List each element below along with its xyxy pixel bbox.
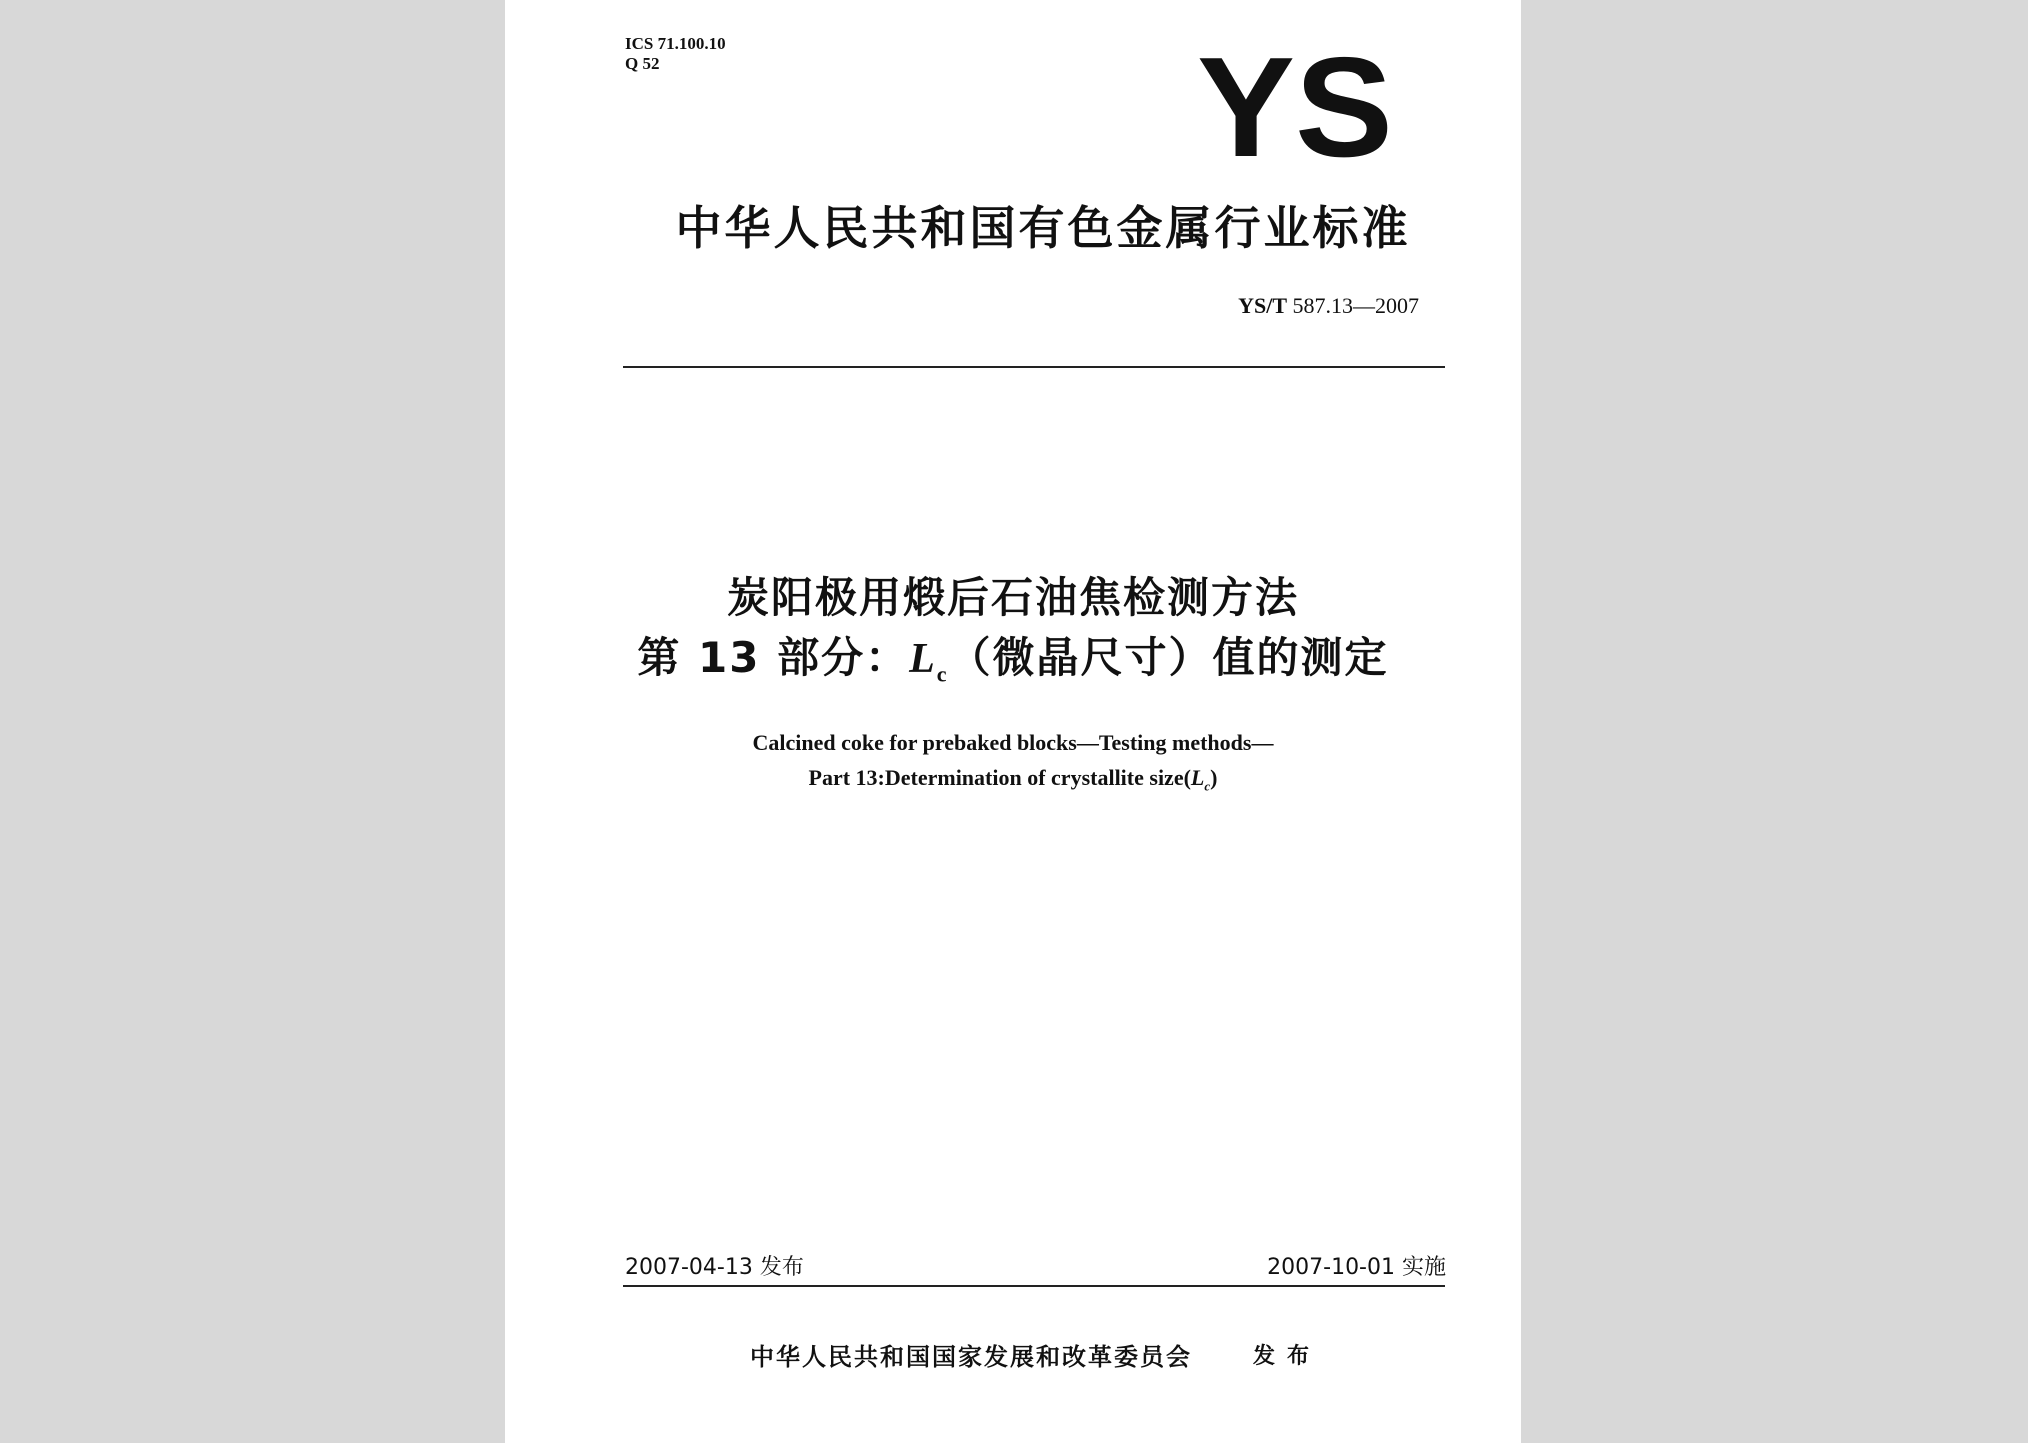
ccs-code: Q 52 xyxy=(625,54,660,73)
document-page xyxy=(505,0,1521,1443)
english-title-part: Part 13:Determination of crystallite size( xyxy=(808,765,1191,790)
english-title-line2 xyxy=(505,760,1521,803)
ys-logo-text: YS xyxy=(1197,40,1393,170)
chinese-title-line1: 炭阳极用煅后石油焦检测方法 xyxy=(726,573,1299,622)
classification-codes xyxy=(625,34,726,74)
implementation-date: 2007-10-01 实施 xyxy=(1267,1255,1446,1280)
top-divider xyxy=(623,366,1445,368)
english-title-close: ) xyxy=(1210,765,1218,790)
publish-label: 发布 xyxy=(1253,1344,1322,1369)
lc-subscript: c xyxy=(936,661,949,687)
lc-letter-en: L xyxy=(1190,765,1205,790)
lc-symbol xyxy=(909,636,949,687)
ys-logo xyxy=(1195,40,1395,170)
chinese-title-line2 xyxy=(505,628,1521,704)
standard-number xyxy=(1238,293,1419,319)
bottom-divider xyxy=(623,1285,1445,1287)
chinese-title-subject: （微晶尺寸）值的测定 xyxy=(948,633,1389,682)
english-title xyxy=(505,725,1521,803)
english-title-line1: Calcined coke for prebaked blocks—Testing methods— xyxy=(752,730,1274,755)
lc-letter: L xyxy=(909,636,937,682)
national-standard-title: 中华人民共和国有色金属行业标准 xyxy=(675,201,1411,255)
issuing-authority: 中华人民共和国国家发展和改革委员会 xyxy=(750,1343,1192,1371)
ics-code: ICS 71.100.10 xyxy=(625,34,726,53)
chinese-title-part: 第 13 部分： xyxy=(637,633,910,682)
standard-code: 587.13—2007 xyxy=(1287,293,1419,318)
lc-subscript-en: c xyxy=(1204,778,1211,794)
standard-prefix: YS/T xyxy=(1238,293,1287,318)
chinese-title xyxy=(505,568,1521,704)
issue-date: 2007-04-13 发布 xyxy=(625,1255,804,1280)
lc-symbol-en xyxy=(1190,765,1211,794)
